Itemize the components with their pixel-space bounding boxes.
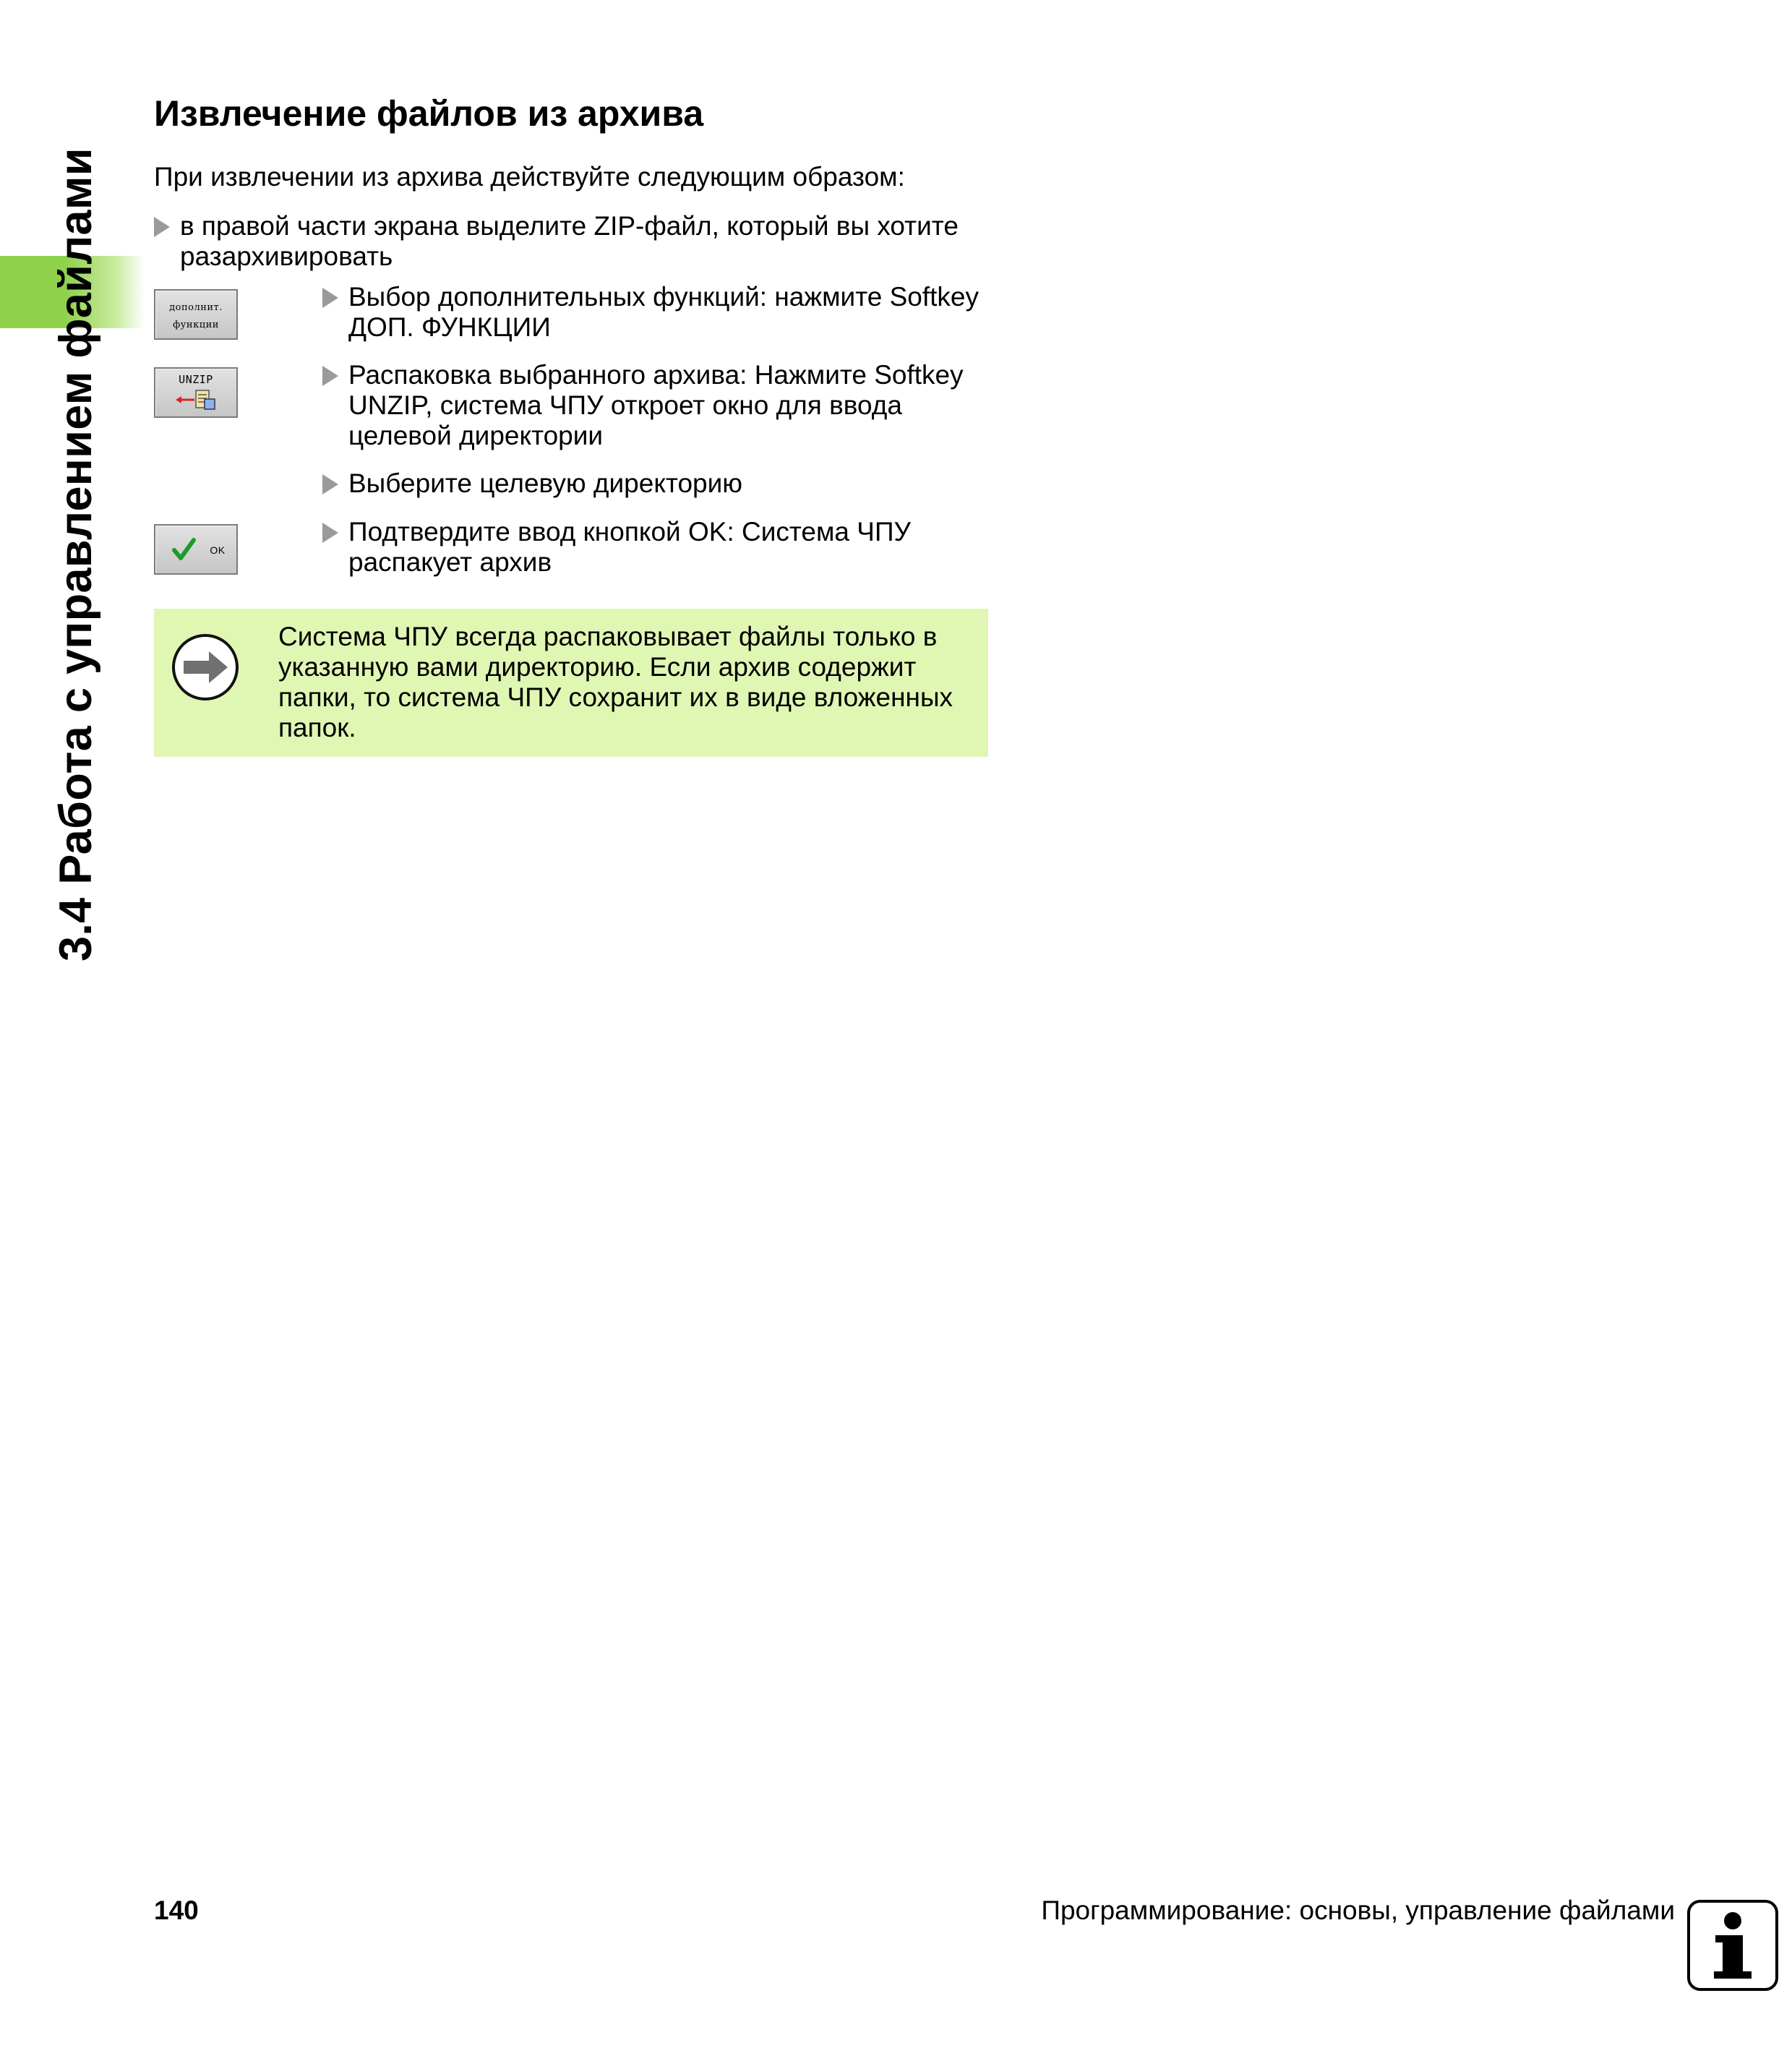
unzip-icon xyxy=(174,387,220,412)
info-icon xyxy=(1686,1899,1779,1992)
footer-title: Программирование: основы, управление файлами xyxy=(1041,1895,1675,1925)
step-1-text: в правой части экрана выделите ZIP-файл, который вы хотите разархивировать xyxy=(180,211,959,271)
softkey-unzip-label: UNZIP xyxy=(179,373,213,386)
bullet-triangle-icon xyxy=(322,523,338,543)
intro-text: При извлечении из архива действуйте следующим образом: xyxy=(154,162,905,192)
softkey-ok-label: OK xyxy=(210,544,226,556)
bullet-triangle-icon xyxy=(322,366,338,386)
step-3 xyxy=(322,360,995,451)
step-1 xyxy=(154,211,993,272)
softkey-label-line1: дополнит. xyxy=(169,302,223,313)
arrow-right-icon xyxy=(171,633,239,701)
page-heading: Извлечение файлов из архива xyxy=(154,93,704,134)
bullet-triangle-icon xyxy=(322,288,338,308)
note-text: Система ЧПУ всегда распаковывает файлы только в указанную вами директорию. Если архив содержит папки, то система ЧПУ сохранит их в виде вложенных папок. xyxy=(278,622,953,742)
softkey-extra-functions[interactable] xyxy=(154,289,238,340)
step-4-text: Выберите целевую директорию xyxy=(348,468,743,498)
step-2 xyxy=(322,282,995,343)
section-title: 3.4 Работа с управлением файлами xyxy=(51,147,101,961)
softkey-label-line2: функции xyxy=(173,320,219,330)
note-box xyxy=(154,609,988,757)
step-5-text: Подтвердите ввод кнопкой OK: Система ЧПУ распакует архив xyxy=(348,517,912,577)
page-number: 140 xyxy=(154,1895,199,1925)
softkey-ok[interactable] xyxy=(154,524,238,575)
softkey-unzip[interactable] xyxy=(154,367,238,418)
bullet-triangle-icon xyxy=(322,474,338,494)
step-4 xyxy=(322,468,995,499)
step-3-text: Распаковка выбранного архива: Нажмите Softkey UNZIP, система ЧПУ откроет окно для ввода целевой директории xyxy=(348,360,964,450)
bullet-triangle-icon xyxy=(154,217,170,237)
step-5 xyxy=(322,517,995,578)
step-2-text: Выбор дополнительных функций: нажмите Softkey ДОП. ФУНКЦИИ xyxy=(348,282,979,342)
